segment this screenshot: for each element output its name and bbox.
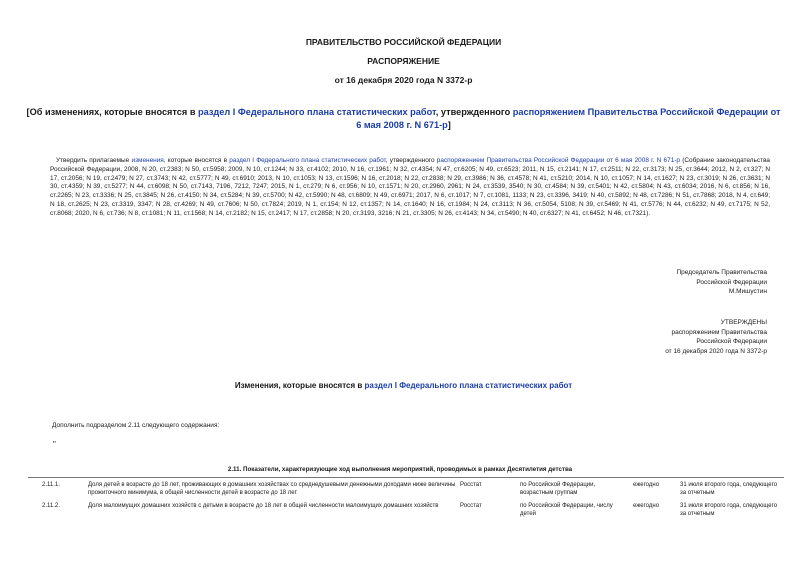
changes-heading-text: Изменения, которые вносятся в: [234, 381, 365, 390]
row-frequency: ежегодно: [633, 482, 660, 488]
row-number: 2.11.2.: [42, 503, 60, 509]
changes-heading: [0, 381, 807, 390]
row-deadline: 31 июля второго года, следующего за отчетным: [680, 503, 778, 517]
title-link-federal-plan[interactable]: раздел I Федерального плана статистических работ: [198, 107, 436, 117]
paragraph-citations: (Собрание законодательства Российской Федерации, 2008, N 20, ст.2383; N 50, ст.5958; 2009, N 10, ст.1244; N 33, ст.4102; 2010, N 16, ст.1961; N 32, ст.4354; N 47, ст.6205; N 49, ст.6523; 2011, N 15, ст.2141; N 17, ст.2511; N 22, ст.3173; N 25, ст.3644; 2012, N 2, ст.327; N 17, ст.2056; N 19, ст.2479; N 27, ст.3743; N 42, ст.5777; N 49, ст.6910; 2013, N 10, ст.1053; N 13, ст.1596; N 16, ст.2018; N 22, ст.2838; N 29, ст.3986; N 36, ст.4578; N 41, ст.5210; 2014, N 10, ст.1057; N 14, ст.1627; N 23, ст.3019; N 26, ст.3631; N 30, ст.4359; N 39, ст.5277; N 44, ст.6098; N 50, ст.7143, 7196, 7212, 7247; 2015, N 1, ст.279; N 6, ст.956; N 10, ст.1571; N 20, ст.2960, 2961; N 24, ст.3539, 3540; N 30, ст.4584; N 39, ст.5401; N 42, ст.5804; N 43, ст.6034; 2016, N 6, ст.856; N 16, ст.2265; N 23, ст.3336; N 25, ст.3845; N 26, ст.4150; N 34, ст.5284; N 39, ст.5700; N 42, ст.5990; N 48, ст.6809; N 49, ст.6971; 2017, N 6, ст.1017; N 7, ст.1081, 1133; N 23, ст.3396, 3419; N 40, ст.5892; N 48, ст.7286; N 51, ст.7868; 2018, N 4, ст.649; N 18, ст.2625; N 23, ст.3319, 3347; N 28, ст.4269; N 49, ст.7606; N 50, ст.7824; 2019, N 1, ст.154; N 12, ст.1357; N 14, ст.1640; N 16, ст.1984; N 24, ст.3113; N 36, ст.5054, 5108; N 39, ст.5469; N 41, ст.5776; N 44, ст.6232; N 49, ст.7175; N 52, ст.8068; 2020, N 6, ст.736; N 8, ст.1081; N 11, ст.1568; N 14, ст.2182; N 15, ст.2417; N 17, ст.2858; N 20, ст.3193, 3216; N 21, ст.3305; N 26, ст.4143; N 34, ст.5490; N 40, ст.6327; N 41, ст.6452; N 46, ст.7321).: [50, 157, 770, 217]
title-text-2: , утвержденного: [435, 107, 513, 117]
row-frequency: ежегодно: [633, 503, 660, 509]
row-deadline: 31 июля второго года, следующего за отчетным: [680, 482, 778, 496]
link-federal-plan-section[interactable]: раздел I Федерального плана статистических работ: [229, 157, 386, 164]
approval-block: [665, 318, 767, 356]
row-organization: Росстат: [460, 482, 482, 488]
row-disaggregation: по Российской Федерации, числу детей: [520, 503, 613, 517]
row-number: 2.11.1.: [42, 482, 60, 488]
paragraph-text-3: , утвержденного: [385, 157, 437, 164]
title-text-1: [Об изменениях, которые вносятся в: [26, 107, 199, 117]
document-title: [25, 106, 782, 132]
opening-quote: ": [53, 440, 56, 449]
row-disaggregation: по Российской Федерации, возрастным группам: [520, 482, 596, 496]
table-caption: 2.11. Показатели, характеризующие ход выполнения мероприятий, проводимых в рамках Десятилетия детства: [227, 466, 573, 473]
approval-word: УТВЕРЖДЕНЫ: [720, 319, 767, 326]
row-indicator-name: Доля малоимущих домашних хозяйств с детьми в возрасте до 18 лет в общей численности малоимущих домашних хозяйств: [88, 503, 439, 509]
table-row: [28, 503, 784, 527]
order-paragraph: [50, 157, 770, 219]
row-indicator-name: Доля детей в возрасте до 18 лет, проживающих в домашних хозяйствах со среднедушевыми денежными доходами ниже величины прожиточного минимума, в общей численности детей в возрасте до 18 лет: [88, 482, 456, 496]
signature-title: Председатель Правительства: [676, 269, 767, 276]
link-government-order[interactable]: распоряжением Правительства Российской Федерации от 6 мая 2008 г. N 671-р: [436, 157, 680, 164]
government-header: ПРАВИТЕЛЬСТВО РОССИЙСКОЙ ФЕДЕРАЦИИ: [305, 37, 502, 47]
approval-order: распоряжением Правительства: [671, 328, 767, 336]
paragraph-text-2: , которые вносятся в: [163, 157, 230, 164]
title-link-government-order[interactable]: распоряжением Правительства Российской Федерации от 6 мая 2008 г. N 671-р: [356, 107, 781, 130]
title-text-3: ]: [447, 120, 451, 130]
row-organization: Росстат: [460, 503, 482, 509]
document-type: РАСПОРЯЖЕНИЕ: [367, 56, 440, 66]
signature-block: [676, 268, 767, 297]
document-date-number: от 16 декабря 2020 года N 3372-р: [334, 75, 473, 85]
supplement-instruction: Дополнить подразделом 2.11 следующего содержания:: [52, 422, 220, 429]
signature-name: М.Мишустин: [728, 288, 767, 295]
approval-date: от 16 декабря 2020 года N 3372-р: [665, 347, 767, 355]
paragraph-text-1: Утвердить прилагаемые: [56, 157, 132, 164]
signature-country: Российской Федерации: [696, 278, 767, 286]
changes-heading-link[interactable]: раздел I Федерального плана статистических работ: [364, 381, 573, 390]
table-top-divider: [28, 477, 784, 478]
approval-country: Российской Федерации: [696, 338, 767, 345]
link-changes[interactable]: изменения: [131, 157, 164, 164]
